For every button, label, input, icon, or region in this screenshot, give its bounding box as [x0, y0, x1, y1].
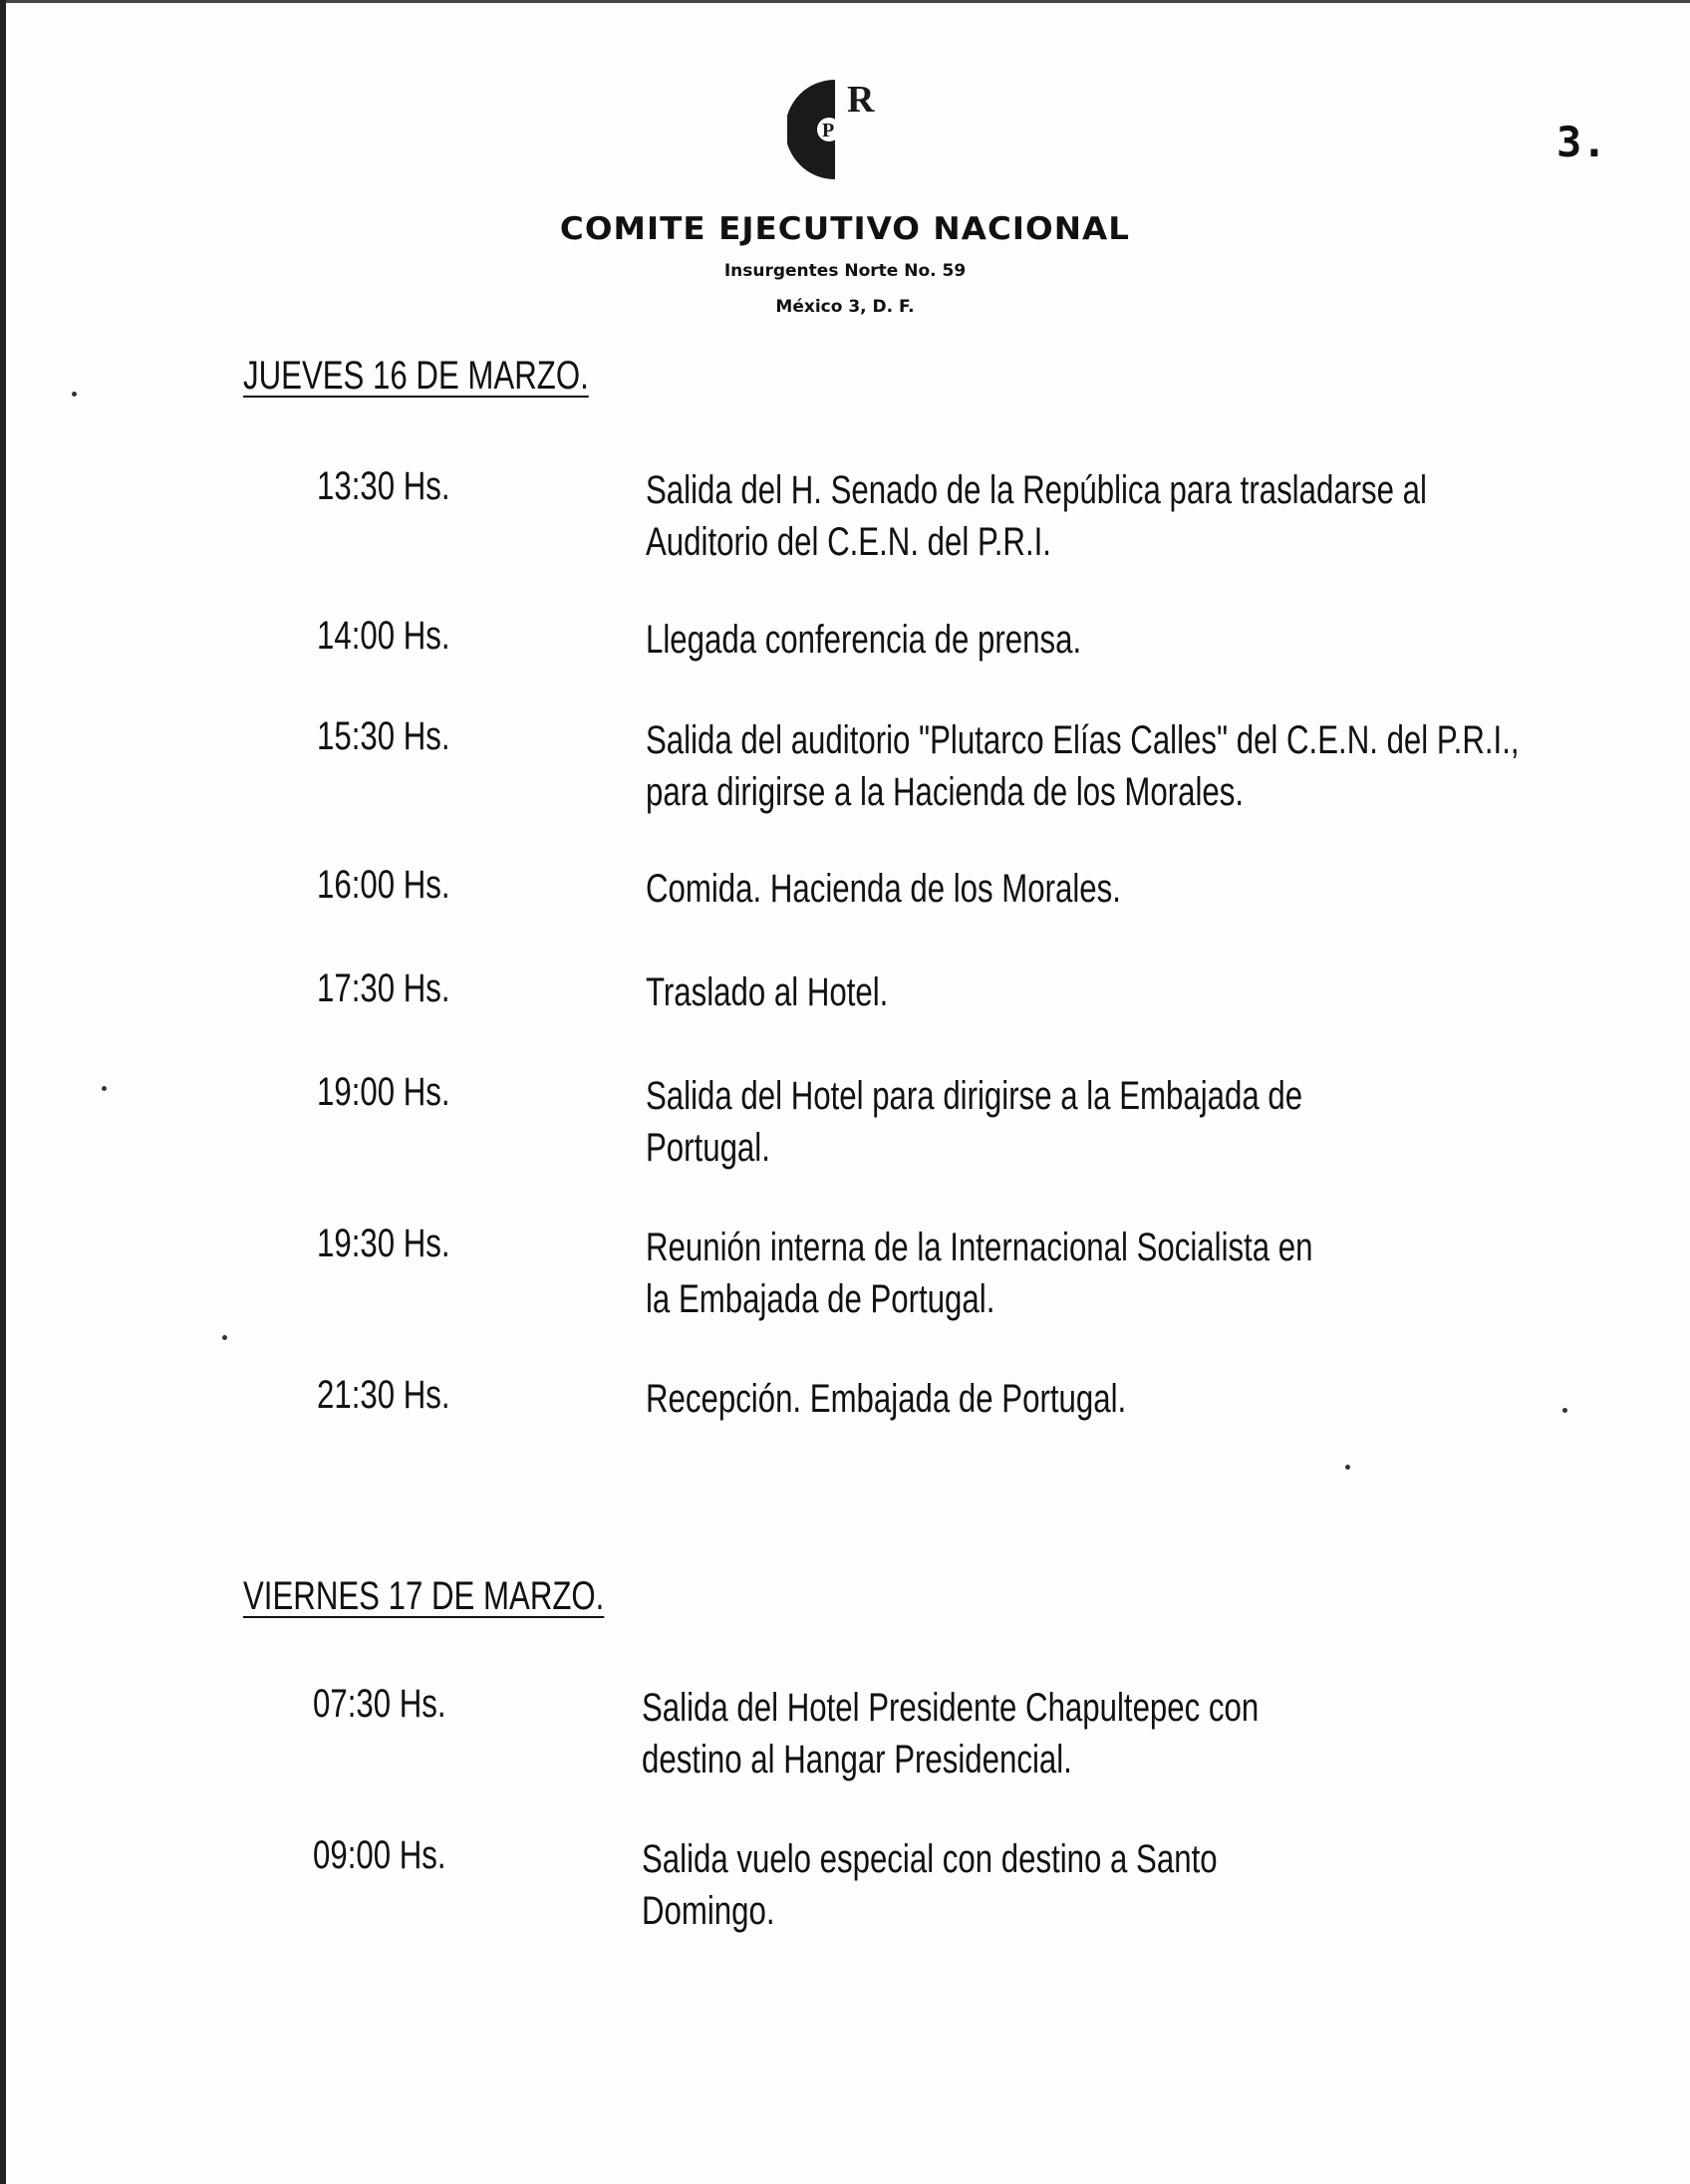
svg-text:P: P: [822, 120, 835, 141]
svg-text:R: R: [847, 79, 875, 121]
scan-top-edge: [0, 0, 1690, 3]
entry-description: Salida del H. Senado de la República para trasladarse al Auditorio del C.E.N. del P.R.I.: [646, 468, 1427, 564]
schedule-entry: [317, 1373, 1127, 1421]
schedule-entry: [317, 863, 1121, 911]
schedule-entry: [317, 966, 889, 1014]
scan-left-edge: [0, 0, 6, 2184]
entry-description: Salida del Hotel Presidente Chapultepec con destino al Hangar Presidencial.: [642, 1686, 1260, 1781]
entry-description: Salida vuelo especial con destino a Santo Domingo.: [642, 1837, 1218, 1933]
entry-time: 15:30 Hs.: [317, 714, 450, 758]
entry-time: 16:00 Hs.: [317, 863, 450, 907]
org-address-line1: Insurgentes Norte No. 59: [723, 261, 967, 281]
day-heading-friday: VIERNES 17 DE MARZO.: [243, 1574, 605, 1618]
entry-time: 07:30 Hs.: [313, 1682, 446, 1726]
page-number: 3.: [1556, 118, 1607, 166]
schedule-entry: [317, 614, 1082, 662]
entry-description: Comida. Hacienda de los Morales.: [646, 867, 1121, 911]
schedule-entry: [317, 464, 1427, 564]
entry-time: 14:00 Hs.: [317, 614, 450, 658]
org-address-line2: México 3, D. F.: [775, 297, 915, 317]
scan-speck: [1345, 1465, 1350, 1470]
schedule-entry: [313, 1833, 1218, 1933]
day-heading-thursday: JUEVES 16 DE MARZO.: [243, 354, 589, 398]
entry-description: Llegada conferencia de prensa.: [646, 618, 1082, 662]
entry-description: Salida del Hotel para dirigirse a la Embajada de Portugal.: [646, 1074, 1303, 1170]
entry-description: Recepción. Embajada de Portugal.: [646, 1377, 1127, 1421]
entry-time: 19:30 Hs.: [317, 1222, 450, 1265]
scan-speck: [72, 392, 77, 397]
entry-time: 17:30 Hs.: [317, 966, 450, 1010]
schedule-entry: [317, 714, 1520, 814]
schedule-entry: [317, 1070, 1303, 1170]
entry-description: Traslado al Hotel.: [646, 970, 889, 1014]
schedule-entry: [317, 1222, 1313, 1321]
entry-time: 21:30 Hs.: [317, 1373, 450, 1417]
scan-speck: [1562, 1408, 1567, 1413]
org-name: COMITE EJECUTIVO NACIONAL: [559, 211, 1131, 247]
entry-time: 19:00 Hs.: [317, 1070, 450, 1114]
scan-speck: [102, 1086, 107, 1091]
scan-speck: [222, 1335, 227, 1340]
entry-time: 13:30 Hs.: [317, 464, 450, 508]
entry-description: Reunión interna de la Internacional Socialista en la Embajada de Portugal.: [646, 1226, 1313, 1321]
pri-logo: [787, 70, 907, 189]
entry-description: Salida del auditorio "Plutarco Elías Calles" del C.E.N. del P.R.I., para dirigirse a la Hacienda de los Morales.: [646, 718, 1520, 814]
entry-time: 09:00 Hs.: [313, 1833, 446, 1877]
schedule-entry: [313, 1682, 1260, 1781]
